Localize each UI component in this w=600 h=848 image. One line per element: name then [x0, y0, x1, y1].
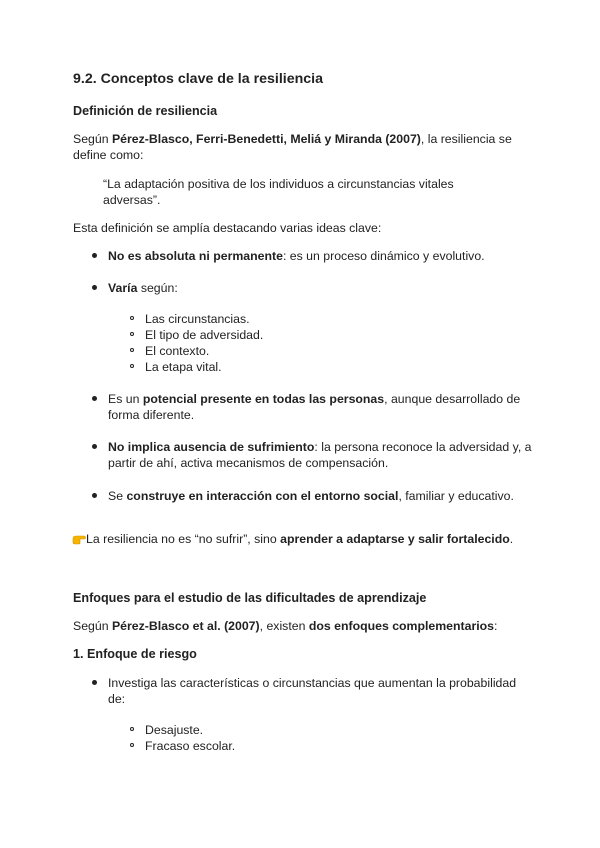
- sub-bullet-circle: [130, 743, 134, 747]
- approaches-intro-mid: , existen: [259, 619, 309, 633]
- risk-sub-item: Fracaso escolar.: [145, 739, 236, 753]
- sub-item: El tipo de adversidad.: [145, 328, 264, 342]
- bullet-dot: [92, 396, 97, 401]
- bullet-5-pre: Se: [108, 489, 127, 503]
- expand-text: Esta definición se amplía destacando varias ideas clave:: [73, 221, 382, 235]
- bullet-3-rest: , aunque desarrollado de: [384, 392, 521, 406]
- risk-bullet-line-1: Investiga las características o circunstancias que aumentan la probabilidad: [108, 676, 517, 690]
- approaches-heading: Enfoques para el estudio de las dificultades de aprendizaje: [73, 591, 427, 605]
- sub-item: El contexto.: [145, 344, 210, 358]
- bullet-dot: [92, 444, 97, 449]
- risk-bullet-line-2: de:: [108, 692, 126, 706]
- sub-item: La etapa vital.: [145, 360, 222, 374]
- pointing-hand-icon: [72, 533, 86, 545]
- approaches-intro: [73, 618, 497, 634]
- sub-item: Las circunstancias.: [145, 312, 250, 326]
- bullet-2-bold: Varía: [108, 281, 138, 295]
- approaches-intro-bold: dos enfoques complementarios: [308, 619, 495, 633]
- bullet-item-2: [108, 280, 178, 296]
- bullet-2-rest: según:: [137, 281, 178, 295]
- note-post: .: [509, 532, 514, 546]
- definition-heading: Definición de resiliencia: [73, 104, 218, 118]
- note-bold: aprender a adaptarse y salir fortalecido: [280, 532, 510, 546]
- sub-bullet-circle: [130, 727, 134, 731]
- bullet-item-4-line-2: partir de ahí, activa mecanismos de compensación.: [108, 456, 389, 470]
- bullet-item-3: [108, 391, 520, 407]
- bullet-5-rest: , familiar y educativo.: [398, 489, 514, 503]
- bullet-dot: [92, 493, 97, 498]
- note-pre: La resiliencia no es “no sufrir”, sino: [86, 532, 281, 546]
- bullet-1-bold: No es absoluta ni permanente: [108, 249, 283, 263]
- bullet-item-3-line-2: forma diferente.: [108, 408, 195, 422]
- intro-line-1: [73, 131, 512, 147]
- bullet-item-4: [108, 439, 532, 455]
- bullet-dot: [92, 285, 97, 290]
- bullet-dot: [92, 680, 97, 685]
- quote-line-1: “La adaptación positiva de los individuos a circunstancias vitales: [103, 177, 454, 191]
- approaches-intro-suffix: :: [494, 619, 498, 633]
- bullet-4-bold: No implica ausencia de sufrimiento: [108, 440, 315, 454]
- sub-bullet-circle: [130, 332, 134, 336]
- note-line: [86, 531, 513, 547]
- bullet-5-bold: construye en interacción con el entorno social: [126, 489, 399, 503]
- bullet-item-5: [108, 488, 514, 504]
- risk-sub-item: Desajuste.: [145, 723, 204, 737]
- intro-suffix: , la resiliencia se: [420, 132, 512, 146]
- sub-bullet-circle: [130, 316, 134, 320]
- bullet-4-rest: : la persona reconoce la adversidad y, a: [314, 440, 532, 454]
- intro-line-2: define como:: [73, 148, 144, 162]
- sub-bullet-circle: [130, 348, 134, 352]
- intro-authors: Pérez-Blasco, Ferri-Benedetti, Meliá y Miranda (2007): [111, 132, 421, 146]
- bullet-dot: [92, 253, 97, 258]
- bullet-1-rest: : es un proceso dinámico y evolutivo.: [282, 249, 485, 263]
- intro-prefix: Según: [73, 132, 112, 146]
- risk-heading: 1. Enfoque de riesgo: [73, 647, 197, 661]
- bullet-3-pre: Es un: [108, 392, 143, 406]
- approaches-intro-authors: Pérez-Blasco et al. (2007): [111, 619, 260, 633]
- approaches-intro-prefix: Según: [73, 619, 112, 633]
- sub-bullet-circle: [130, 364, 134, 368]
- quote-line-2: adversas”.: [103, 193, 161, 207]
- bullet-3-bold: potencial presente en todas las personas: [142, 392, 385, 406]
- section-title: 9.2. Conceptos clave de la resiliencia: [73, 71, 323, 87]
- bullet-item-1: [108, 248, 485, 264]
